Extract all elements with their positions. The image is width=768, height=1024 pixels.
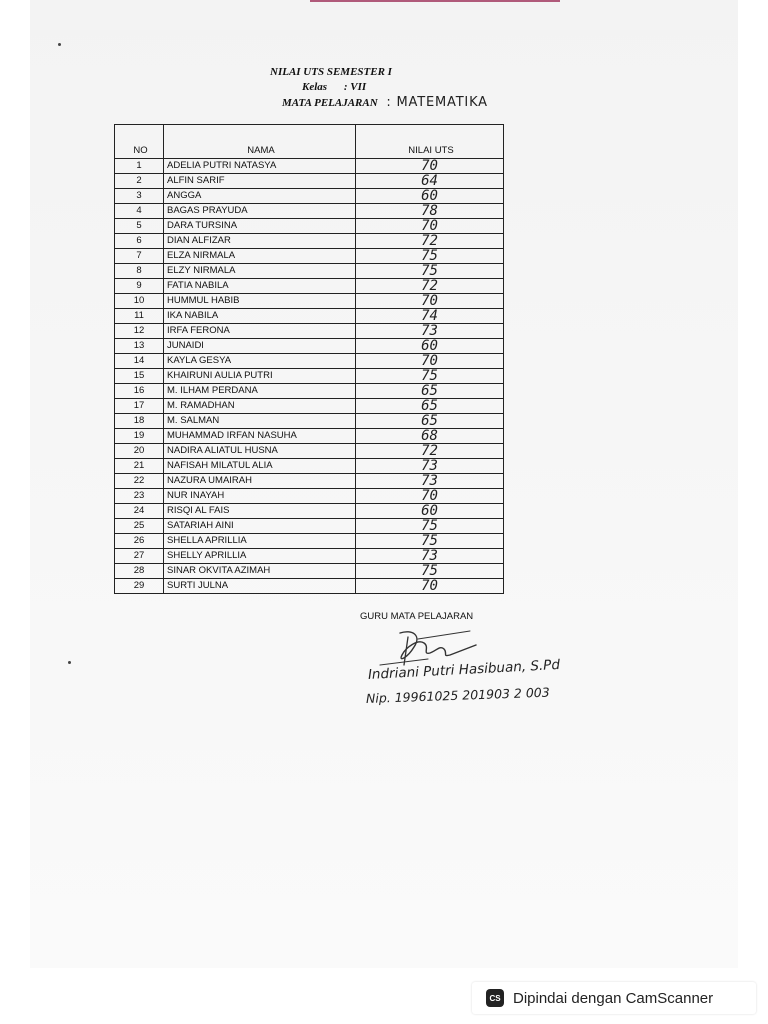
header-score: NILAI UTS	[356, 125, 504, 159]
cell-score: 70	[356, 159, 504, 174]
table-row	[115, 354, 504, 369]
cell-score: 75	[356, 264, 504, 279]
cell-no: 1	[115, 159, 164, 174]
camscanner-badge	[472, 982, 756, 1014]
cell-name: SATARIAH AINI	[164, 519, 356, 534]
table-row	[115, 519, 504, 534]
table-row	[115, 489, 504, 504]
camscanner-logo-icon: CS	[486, 989, 504, 1007]
grades-table	[114, 124, 504, 594]
subject-value: : MATEMATIKA	[386, 95, 488, 110]
cell-score: 75	[356, 369, 504, 384]
table-row	[115, 279, 504, 294]
cell-score: 70	[356, 579, 504, 594]
table-row	[115, 414, 504, 429]
document-title: NILAI UTS SEMESTER I	[270, 66, 392, 78]
cell-no: 17	[115, 399, 164, 414]
class-label: Kelas	[302, 81, 328, 93]
cell-score: 65	[356, 384, 504, 399]
cell-name: NUR INAYAH	[164, 489, 356, 504]
table-row	[115, 369, 504, 384]
cell-name: BAGAS PRAYUDA	[164, 204, 356, 219]
cell-score: 60	[356, 504, 504, 519]
table-row	[115, 249, 504, 264]
table-row	[115, 174, 504, 189]
cell-name: M. ILHAM PERDANA	[164, 384, 356, 399]
table-row	[115, 459, 504, 474]
cell-no: 2	[115, 174, 164, 189]
scan-speck	[58, 43, 61, 46]
cell-no: 22	[115, 474, 164, 489]
cell-name: KHAIRUNI AULIA PUTRI	[164, 369, 356, 384]
table-row	[115, 204, 504, 219]
cell-score: 60	[356, 189, 504, 204]
scan-speck	[68, 661, 71, 664]
table-row	[115, 399, 504, 414]
cell-name: SURTI JULNA	[164, 579, 356, 594]
table-header-row	[115, 125, 504, 159]
cell-no: 26	[115, 534, 164, 549]
cell-score: 70	[356, 489, 504, 504]
cell-name: DIAN ALFIZAR	[164, 234, 356, 249]
table-row	[115, 339, 504, 354]
table-row	[115, 549, 504, 564]
cell-no: 25	[115, 519, 164, 534]
cell-name: SHELLA APRILLIA	[164, 534, 356, 549]
table-row	[115, 579, 504, 594]
cell-no: 4	[115, 204, 164, 219]
cell-name: RISQI AL FAIS	[164, 504, 356, 519]
table-row	[115, 294, 504, 309]
cell-no: 16	[115, 384, 164, 399]
cell-score: 74	[356, 309, 504, 324]
table-row	[115, 564, 504, 579]
cell-score: 72	[356, 279, 504, 294]
subject-label: MATA PELAJARAN	[282, 97, 378, 109]
cell-score: 64	[356, 174, 504, 189]
table-row	[115, 159, 504, 174]
grades-body	[115, 159, 504, 594]
cell-no: 11	[115, 309, 164, 324]
class-value: : VII	[343, 81, 367, 93]
cell-score: 75	[356, 564, 504, 579]
cell-no: 12	[115, 324, 164, 339]
cell-score: 65	[356, 414, 504, 429]
cell-score: 73	[356, 324, 504, 339]
table-row	[115, 504, 504, 519]
cell-name: SINAR OKVITA AZIMAH	[164, 564, 356, 579]
cell-no: 23	[115, 489, 164, 504]
table-row	[115, 444, 504, 459]
cell-no: 15	[115, 369, 164, 384]
cell-score: 65	[356, 399, 504, 414]
cell-name: DARA TURSINA	[164, 219, 356, 234]
cell-name: NADIRA ALIATUL HUSNA	[164, 444, 356, 459]
cell-name: IKA NABILA	[164, 309, 356, 324]
cell-score: 73	[356, 459, 504, 474]
cell-name: ALFIN SARIF	[164, 174, 356, 189]
cell-no: 21	[115, 459, 164, 474]
header-no: NO	[115, 125, 164, 159]
cell-name: ELZA NIRMALA	[164, 249, 356, 264]
cell-score: 70	[356, 294, 504, 309]
cell-name: NAFISAH MILATUL ALIA	[164, 459, 356, 474]
cell-name: NAZURA UMAIRAH	[164, 474, 356, 489]
teacher-name: Indriani Putri Hasibuan, S.Pd	[367, 656, 561, 683]
cell-no: 9	[115, 279, 164, 294]
cell-score: 60	[356, 339, 504, 354]
cell-score: 70	[356, 219, 504, 234]
cell-name: M. SALMAN	[164, 414, 356, 429]
cell-no: 8	[115, 264, 164, 279]
cell-score: 73	[356, 474, 504, 489]
teacher-nip: Nip. 19961025 201903 2 003	[365, 684, 550, 706]
cell-score: 75	[356, 249, 504, 264]
cell-no: 6	[115, 234, 164, 249]
class-row	[302, 81, 366, 93]
cell-name: MUHAMMAD IRFAN NASUHA	[164, 429, 356, 444]
table-row	[115, 324, 504, 339]
table-row	[115, 219, 504, 234]
cell-no: 7	[115, 249, 164, 264]
cell-name: HUMMUL HABIB	[164, 294, 356, 309]
table-row	[115, 309, 504, 324]
cell-name: ELZY NIRMALA	[164, 264, 356, 279]
top-edge-strip	[310, 0, 560, 2]
table-row	[115, 534, 504, 549]
table-row	[115, 234, 504, 249]
table-row	[115, 384, 504, 399]
cell-no: 27	[115, 549, 164, 564]
header-name: NAMA	[164, 125, 356, 159]
cell-no: 3	[115, 189, 164, 204]
cell-no: 13	[115, 339, 164, 354]
cell-score: 70	[356, 354, 504, 369]
cell-name: ANGGA	[164, 189, 356, 204]
cell-no: 10	[115, 294, 164, 309]
table-row	[115, 474, 504, 489]
cell-score: 78	[356, 204, 504, 219]
table-row	[115, 189, 504, 204]
cell-no: 28	[115, 564, 164, 579]
cell-no: 14	[115, 354, 164, 369]
cell-name: JUNAIDI	[164, 339, 356, 354]
cell-no: 18	[115, 414, 164, 429]
cell-no: 24	[115, 504, 164, 519]
cell-score: 68	[356, 429, 504, 444]
cell-name: SHELLY APRILLIA	[164, 549, 356, 564]
cell-no: 29	[115, 579, 164, 594]
cell-score: 75	[356, 519, 504, 534]
cell-no: 20	[115, 444, 164, 459]
cell-score: 73	[356, 549, 504, 564]
cell-score: 72	[356, 234, 504, 249]
cell-name: FATIA NABILA	[164, 279, 356, 294]
camscanner-label: Dipindai dengan CamScanner	[513, 989, 714, 1007]
cell-name: KAYLA GESYA	[164, 354, 356, 369]
cell-name: M. RAMADHAN	[164, 399, 356, 414]
cell-name: IRFA FERONA	[164, 324, 356, 339]
signature-role: GURU MATA PELAJARAN	[360, 611, 474, 622]
cell-no: 19	[115, 429, 164, 444]
table-row	[115, 264, 504, 279]
cell-score: 75	[356, 534, 504, 549]
table-row	[115, 429, 504, 444]
cell-name: ADELIA PUTRI NATASYA	[164, 159, 356, 174]
subject-row	[282, 95, 488, 110]
cell-no: 5	[115, 219, 164, 234]
cell-score: 72	[356, 444, 504, 459]
